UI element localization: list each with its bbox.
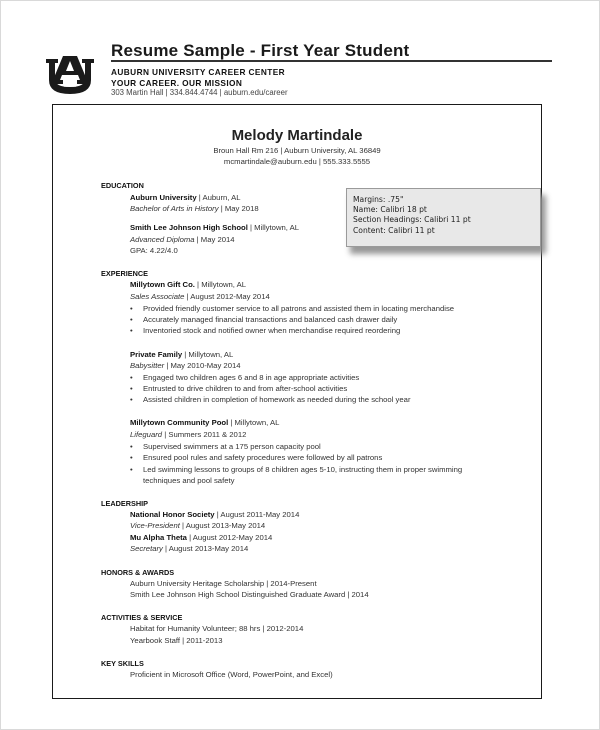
bullet-text: Inventoried stock and notified owner when merchandise required reordering (143, 326, 401, 335)
org-dates: | August 2011-May 2014 (214, 510, 300, 519)
org-location: | Millytown, AL (194, 280, 247, 289)
org-name: Smith Lee Johnson High School (130, 223, 248, 232)
org-location: | Millytown, AL (182, 350, 234, 359)
leadership-role (130, 521, 265, 530)
bullet-icon: • (130, 453, 133, 462)
bullet-icon: • (130, 384, 133, 393)
education-entry-degree (130, 235, 235, 244)
bullet-icon: • (130, 442, 133, 451)
degree: Bachelor of Arts in History (130, 204, 219, 213)
experience-org (130, 350, 233, 359)
section-heading-activities: ACTIVITIES & SERVICE (101, 613, 183, 622)
org-location: | Millytown, AL (228, 418, 280, 427)
org-name: Mu Alpha Theta (130, 533, 187, 542)
document-title: Resume Sample - First Year Student (111, 41, 410, 60)
skill-item: Proficient in Microsoft Office (Word, PowerPoint, and Excel) (130, 670, 333, 679)
bullet-icon: • (130, 373, 133, 382)
experience-role (130, 292, 270, 301)
bullet-text: Entrusted to drive children to and from after-school activities (143, 384, 348, 393)
candidate-name: Melody Martindale (231, 127, 363, 144)
degree-date: | May 2018 (218, 204, 259, 213)
callout-margins: Margins: .75" (353, 195, 404, 204)
auburn-au-logo-icon (44, 54, 96, 96)
section-heading-education: EDUCATION (101, 181, 144, 190)
callout-name-font: Name: Calibri 18 pt (353, 205, 427, 215)
role-dates: | August 2013-May 2014 (162, 544, 249, 553)
education-entry-org (130, 193, 241, 202)
org-dates: | August 2012-May 2014 (186, 533, 273, 542)
candidate-address: Broun Hall Rm 216 | Auburn University, AL 36849 (213, 146, 381, 155)
experience-role (130, 361, 241, 370)
formatting-callout (346, 188, 541, 247)
gpa: GPA: 4.22/4.0 (130, 246, 178, 255)
org-name: Millytown Community Pool (130, 418, 229, 427)
role-dates: | May 2010-May 2014 (164, 361, 241, 370)
leadership-org (130, 533, 272, 542)
bullet-icon: • (130, 315, 133, 324)
org-name: Auburn University (130, 193, 197, 202)
section-heading-honors: HONORS & AWARDS (101, 568, 175, 577)
honor-item: Auburn University Heritage Scholarship | 2014-Present (130, 579, 317, 588)
candidate-email-phone: mcmartindale@auburn.edu | 555.333.5555 (223, 157, 371, 166)
section-heading-leadership: LEADERSHIP (101, 499, 149, 508)
callout-heading-font: Section Headings: Calibri 11 pt (353, 215, 471, 225)
role: Lifeguard (130, 430, 163, 439)
experience-org (130, 418, 279, 427)
org-location: | Auburn, AL (196, 193, 241, 202)
activity-item: Habitat for Humanity Volunteer; 88 hrs | 2012-2014 (130, 624, 304, 633)
bullet-icon: • (130, 395, 133, 404)
bullet-icon: • (130, 326, 133, 335)
org-tagline: YOUR CAREER. OUR MISSION (111, 78, 243, 88)
bullet-text: Led swimming lessons to groups of 8 children ages 5-10, instructing them in proper swimming techniques and pool safety (143, 465, 463, 485)
degree: Advanced Diploma (130, 235, 195, 244)
section-heading-experience: EXPERIENCE (101, 269, 149, 278)
education-entry-org (130, 223, 299, 232)
org-location: | Millytown, AL (247, 223, 300, 232)
leadership-role (130, 544, 248, 553)
section-heading-skills: KEY SKILLS (101, 659, 144, 668)
role: Vice-President (130, 521, 180, 530)
org-name: AUBURN UNIVERSITY CAREER CENTER (111, 67, 286, 77)
role: Secretary (130, 544, 163, 553)
org-name: Millytown Gift Co. (130, 280, 195, 289)
role-dates: | August 2013-May 2014 (179, 521, 266, 530)
bullet-icon: • (130, 465, 133, 474)
bullet-text: Provided friendly customer service to all patrons and assisted them in locating merchandise (143, 304, 455, 313)
bullet-icon: • (130, 304, 133, 313)
experience-role (130, 430, 246, 439)
org-contact: 303 Martin Hall | 334.844.4744 | auburn.edu/career (111, 88, 288, 97)
bullet-text: Accurately managed financial transactions and balanced cash drawer daily (143, 315, 398, 324)
role-dates: | Summers 2011 & 2012 (162, 430, 247, 439)
role-dates: | August 2012-May 2014 (184, 292, 270, 301)
leadership-org (130, 510, 299, 519)
title-rule (111, 60, 552, 62)
honor-item: Smith Lee Johnson High School Distinguished Graduate Award | 2014 (130, 590, 369, 599)
education-entry-degree (130, 204, 259, 213)
bullet-text: Supervised swimmers at a 175 person capacity pool (143, 442, 321, 451)
bullet-text: Assisted children in completion of homework as needed during the school year (143, 395, 411, 404)
bullet-text: Engaged two children ages 6 and 8 in age appropriate activities (143, 373, 360, 382)
org-name: National Honor Society (130, 510, 215, 519)
degree-date: | May 2014 (194, 235, 235, 244)
role: Babysitter (130, 361, 165, 370)
bullet-text: Ensured pool rules and safety procedures were followed by all patrons (143, 453, 383, 462)
role: Sales Associate (130, 292, 185, 301)
org-name: Private Family (130, 350, 183, 359)
activity-item: Yearbook Staff | 2011-2013 (130, 636, 223, 645)
experience-org (130, 280, 246, 289)
callout-content-font: Content: Calibri 11 pt (353, 225, 435, 235)
